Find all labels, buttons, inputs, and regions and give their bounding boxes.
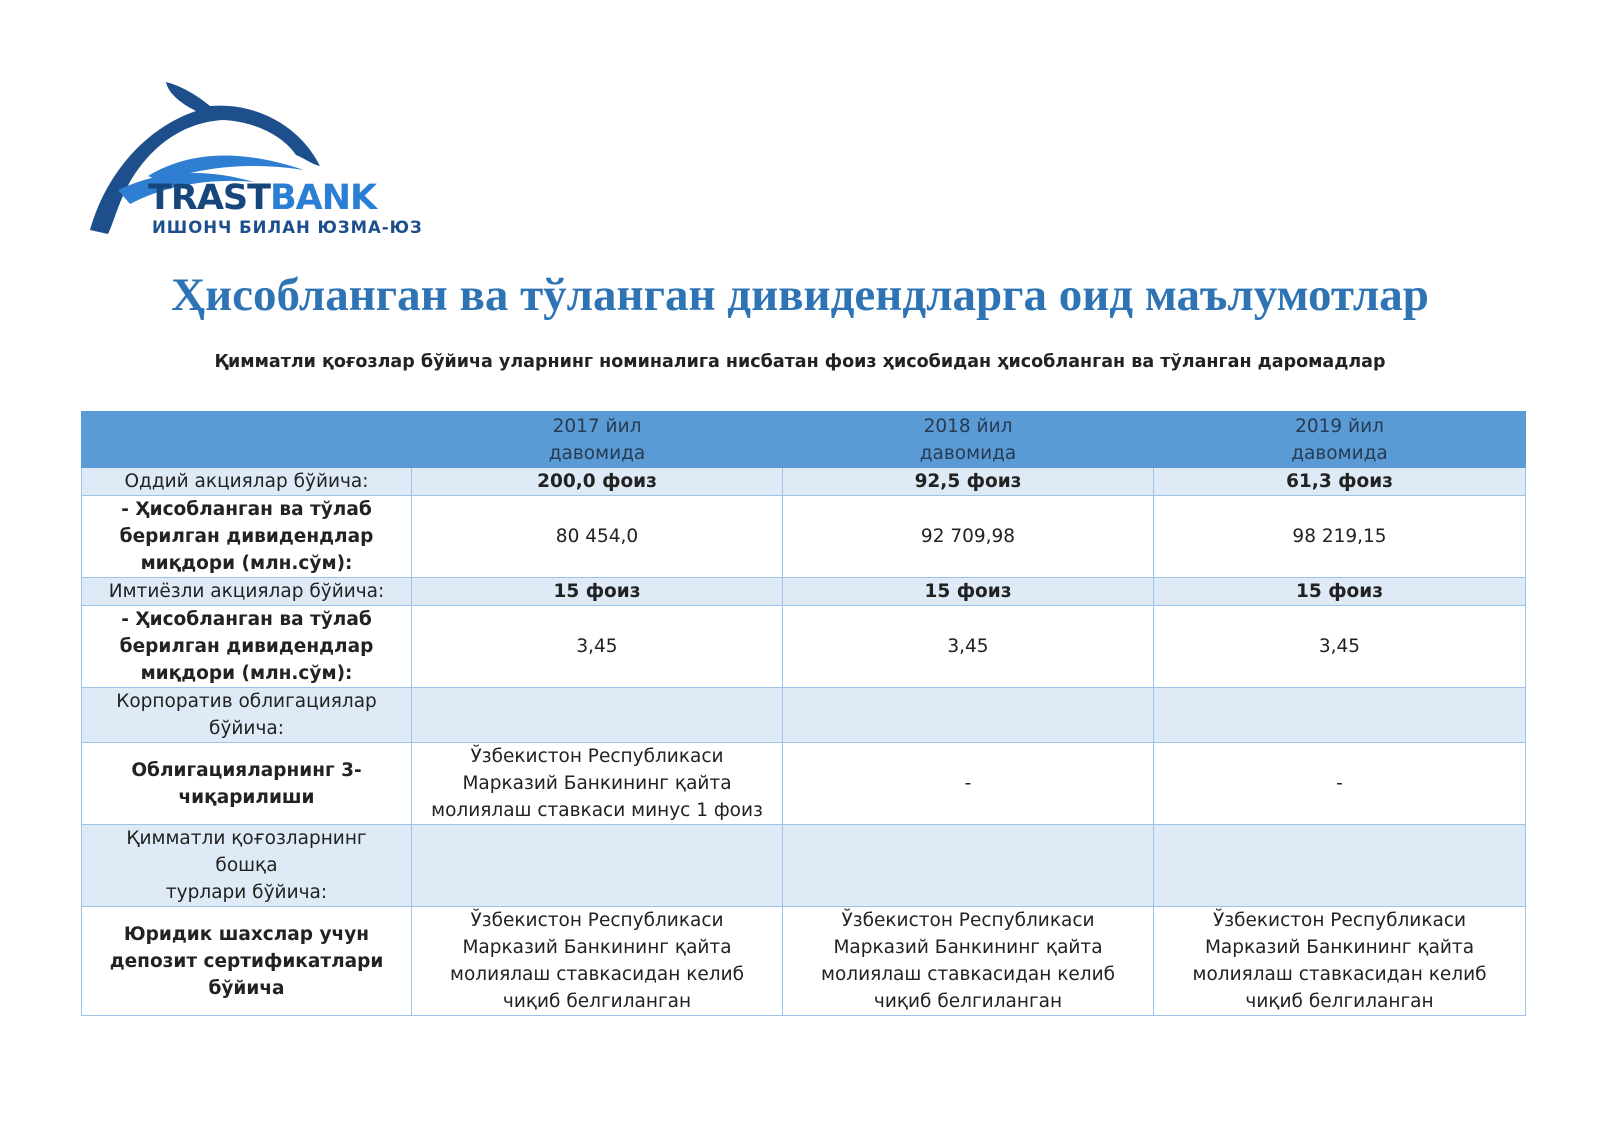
- table-cell: Ўзбекистон Республикаси Марказий Банкининг қайта молиялаш ставкасидан келиб чиқиб белгиланган: [1154, 907, 1526, 1016]
- table-cell: -: [1154, 743, 1526, 825]
- table-cell: [783, 825, 1154, 907]
- table-cell: Ўзбекистон Республикаси Марказий Банкининг қайта молиялаш ставкаси минус 1 фоиз: [412, 743, 783, 825]
- table-cell: 15 фоиз: [783, 578, 1154, 606]
- table-cell: 3,45: [1154, 606, 1526, 688]
- row-label: - Ҳисобланган ва тўлаб берилган дивидендлар миқдори (млн.сўм):: [82, 606, 412, 688]
- table-cell: 15 фоиз: [412, 578, 783, 606]
- table-cell: 92 709,98: [783, 496, 1154, 578]
- header-cell-label: [82, 412, 412, 468]
- logo-wordmark: TRASTBANK: [148, 178, 377, 218]
- table-cell: Ўзбекистон Республикаси Марказий Банкининг қайта молиялаш ставкасидан келиб чиқиб белгиланган: [783, 907, 1154, 1016]
- table-header-row: [82, 412, 1526, 468]
- table-cell: -: [783, 743, 1154, 825]
- table-cell: 3,45: [783, 606, 1154, 688]
- table-row: [82, 578, 1526, 606]
- table-row: [82, 468, 1526, 496]
- row-label: - Ҳисобланган ва тўлаб берилган дивидендлар миқдори (млн.сўм):: [82, 496, 412, 578]
- table-cell: [412, 825, 783, 907]
- header-cell-2018: 2018 йил давомида: [783, 412, 1154, 468]
- table-cell: 61,3 фоиз: [1154, 468, 1526, 496]
- table-cell: 92,5 фоиз: [783, 468, 1154, 496]
- dividends-table: [81, 411, 1526, 1016]
- table-cell: 200,0 фоиз: [412, 468, 783, 496]
- header-cell-2019: 2019 йил давомида: [1154, 412, 1526, 468]
- row-label: Облигацияларнинг 3- чиқарилиши: [82, 743, 412, 825]
- table-cell: Ўзбекистон Республикаси Марказий Банкининг қайта молиялаш ставкасидан келиб чиқиб белгиланган: [412, 907, 783, 1016]
- table-cell: [783, 688, 1154, 743]
- table-cell: 80 454,0: [412, 496, 783, 578]
- table-row: [82, 907, 1526, 1016]
- header-cell-2017: 2017 йил давомида: [412, 412, 783, 468]
- row-label: Қимматли қоғозларнинг бошқа турлари бўйича:: [82, 825, 412, 907]
- page-subtitle: Қимматли қоғозлар бўйича уларнинг номиналига нисбатан фоиз ҳисобидан ҳисобланган ва тўланган даромадлар: [214, 352, 1386, 372]
- table-row: [82, 496, 1526, 578]
- table-cell: [412, 688, 783, 743]
- table-cell: 98 219,15: [1154, 496, 1526, 578]
- logo-slogan: ИШОНЧ БИЛАН ЮЗМА-ЮЗ: [152, 218, 423, 237]
- page-title: Ҳисобланган ва тўланган дивидендларга оид маълумотлар: [171, 269, 1429, 321]
- table-row: [82, 688, 1526, 743]
- table-cell: 15 фоиз: [1154, 578, 1526, 606]
- table-cell: [1154, 688, 1526, 743]
- table-row: [82, 606, 1526, 688]
- row-label: Имтиёзли акциялар бўйича:: [82, 578, 412, 606]
- row-label: Юридик шахслар учун депозит сертификатлари бўйича: [82, 907, 412, 1016]
- table-cell: [1154, 825, 1526, 907]
- trastbank-logo: [78, 78, 458, 248]
- table-cell: 3,45: [412, 606, 783, 688]
- table-row: [82, 825, 1526, 907]
- row-label: Корпоратив облигациялар бўйича:: [82, 688, 412, 743]
- row-label: Оддий акциялар бўйича:: [82, 468, 412, 496]
- table-row: [82, 743, 1526, 825]
